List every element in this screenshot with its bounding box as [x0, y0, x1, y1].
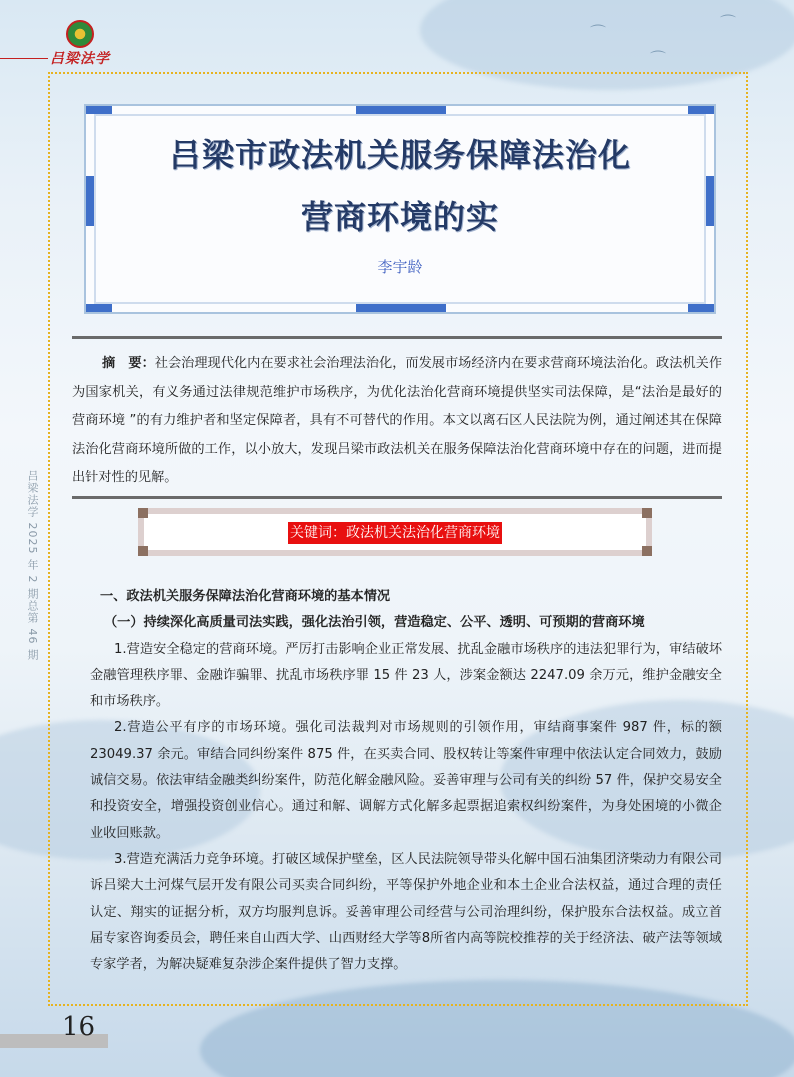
bottom-divider: [72, 496, 722, 499]
corner-mark: [642, 546, 652, 556]
author-name: 李宇龄: [377, 258, 423, 276]
bird-icon: ⌒: [720, 13, 737, 32]
journal-logo: [0, 18, 130, 73]
bird-icon: ⌒: [590, 23, 607, 42]
abstract-label: 摘 要：: [102, 356, 155, 371]
body-paragraph: 1.营造安全稳定的营商环境。严厉打击影响企业正常发展、扰乱金融市场秩序的违法犯罪行为，审结破坏金融管理秩序罪、金融诈骗罪、扰乱市场秩序罪 15 件 23 人，涉案金额达 2247.09 余万元，维护金融安全和市场秩序。: [90, 641, 722, 710]
section-heading: 一、政法机关服务保障法治化营商环境的基本情况: [100, 589, 391, 604]
corner-tab: [86, 106, 112, 114]
body-paragraph: 2.营造公平有序的市场环境。强化司法裁判对市场规则的引领作用，审结商事案件 987 件，标的额 23049.37 余元。审结合同纠纷案件 875 件，在买卖合同、股权转让等案件审理中依法认定合同效力，鼓励诚信交易。依法审结金融类纠纷案件，防范化解金融风险。妥善审理与公司有关的纠纷 57 件，保护交易安全和投资安全，增强投资创业信心。通过和解、调解方式化解多起票据追索权纠纷案件，为身处困境的小微企业收回账款。: [90, 720, 722, 841]
top-tab: [356, 106, 446, 114]
bottom-tab: [356, 304, 446, 312]
emblem-icon: [66, 20, 94, 48]
bird-icon: ⌒: [650, 49, 667, 68]
article-body: [90, 584, 722, 978]
logo-text: 吕梁法学: [50, 51, 110, 67]
abstract: [72, 350, 722, 493]
abstract-text: 社会治理现代化内在要求社会治理法治化，而发展市场经济内在要求营商环境法治化。政法机关作为国家机关，有义务通过法律规范维护市场秩序，为优化法治化营商环境提供坚实司法保障，是“法治是最好的营商环境 ”的有力维护者和坚定保障者，具有不可替代的作用。本文以离石区人民法院为例，通过阐述其在保障法治化营商环境所做的工作，以小放大，发现吕梁市政法机关在服务保障法治化营商环境中存在的问题，进而提出针对性的见解。: [72, 356, 723, 485]
side-caption: 吕梁法学 2025 年 2 期总第 46 期: [26, 470, 39, 661]
subsection-heading: （一）持续深化高质量司法实践，强化法治引领，营造稳定、公平、透明、可预期的营商环境: [104, 615, 645, 631]
corner-mark: [138, 508, 148, 518]
corner-tab: [86, 304, 112, 312]
keywords-text: 关键词：政法机关法治化营商环境: [288, 522, 502, 544]
corner-mark: [642, 508, 652, 518]
article-title-line2: 营商环境的实: [300, 198, 499, 236]
page-number: 16: [62, 1012, 96, 1042]
logo-divider: [0, 58, 48, 59]
corner-mark: [138, 546, 148, 556]
corner-tab: [688, 304, 714, 312]
keywords-box: [138, 508, 652, 556]
corner-tab: [688, 106, 714, 114]
top-divider: [72, 336, 722, 339]
article-title-line1: 吕梁市政法机关服务保障法治化: [168, 136, 631, 174]
body-paragraph: 3.营造充满活力竞争环境。打破区域保护壁垒，区人民法院领导带头化解中国石油集团济柴动力有限公司诉吕梁大土河煤气层开发有限公司买卖合同纠纷，平等保护外地企业和本土企业合法权益，通过合理的责任认定、翔实的证据分析，双方均服判息诉。妥善审理公司经营与公司治理纠纷，保护股东合法权益。成立首届专家咨询委员会，聘任来自山西大学、山西财经大学等8所省内高等院校推荐的关于经济法、破产法等领域专家学者，为解决疑难复杂涉企案件提供了智力支撑。: [90, 851, 722, 973]
title-box: [84, 104, 716, 314]
